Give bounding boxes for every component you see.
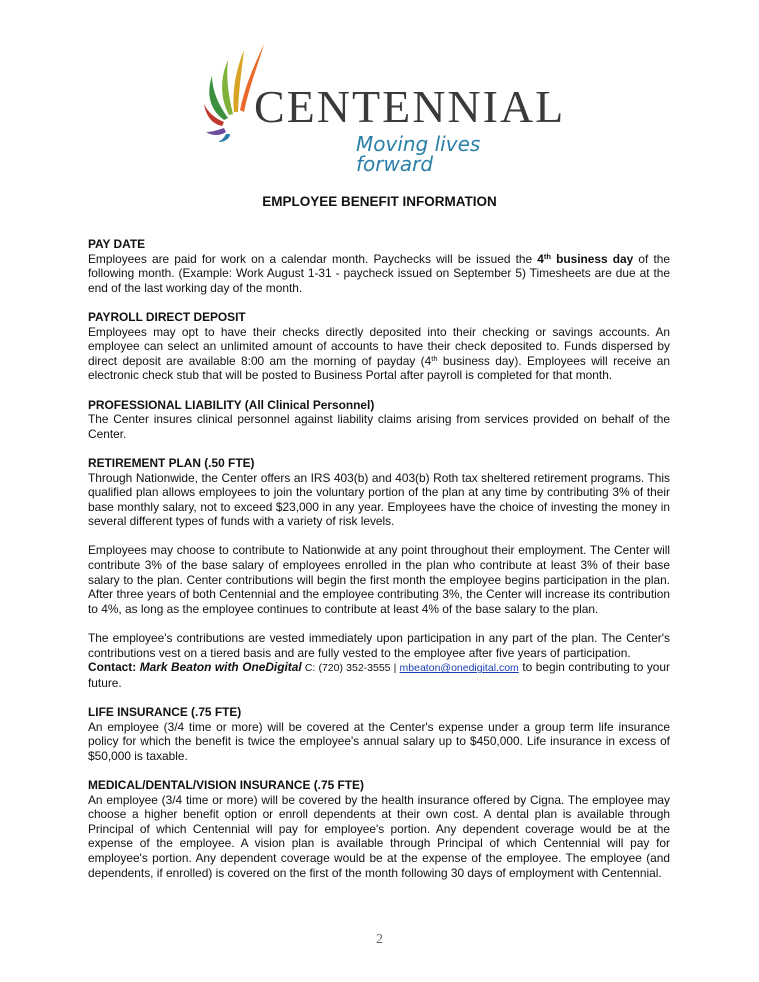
section-life-insurance bbox=[88, 705, 670, 763]
page-number: 2 bbox=[376, 932, 383, 947]
section-heading: PAYROLL DIRECT DEPOSIT bbox=[88, 309, 246, 324]
section-text: The Center insures clinical personnel against liability claims arising from services provided on behalf of the Center. bbox=[88, 412, 670, 441]
section-retirement-plan bbox=[88, 456, 670, 691]
section-heading: RETIREMENT PLAN (.50 FTE) bbox=[88, 455, 255, 470]
section-heading: PROFESSIONAL LIABILITY (All Clinical Personnel) bbox=[88, 397, 375, 412]
logo-tagline: Moving lives forward bbox=[356, 132, 481, 176]
section-pay-date bbox=[88, 237, 670, 295]
section-text: An employee (3/4 time or more) will be covered at the Center's expense under a group term life insurance policy for which the benefit is twice the employee's annual salary up to $450,000. Life insurance in excess of $50,000 is taxable. bbox=[88, 719, 670, 763]
section-text: Through Nationwide, the Center offers an IRS 403(b) and 403(b) Roth tax sheltered retirement programs. This qualified plan allows employees to join the voluntary portion of the plan at any time by contributing 3% of their base monthly salary, not to exceed $23,000 in any year. Employees have the choice of investing the money in several different types of funds with a variety of risk levels. bbox=[88, 470, 670, 529]
section-text: An employee (3/4 time or more) will be covered by the health insurance offered by Cigna. The employee may choose a higher benefit option or enroll dependents at their own cost. A dental plan is available through Principal of which Centennial will pay for employee's portion. Any dependent coverage would be at the expense of the employee. A vision plan is available through Principal of which Centennial will pay for employee's portion. Any dependent coverage would be at the expense of the employee. The employee (and dependents, if enrolled) is covered on the first of the month following 30 days of employment with Centennial. bbox=[88, 792, 670, 880]
section-text: Employees may opt to have their checks directly deposited into their checking or savings accounts. An employee can select an unlimited amount of accounts to have their check deposited to. Funds dispersed by direct deposit are available 8:00 am the morning of payday (4th business day). Employees will receive an electronic check stub that will be posted to Business Portal after payroll is completed for that month. bbox=[88, 324, 671, 383]
section-payroll-direct-deposit bbox=[88, 310, 670, 383]
section-heading: PAY DATE bbox=[88, 237, 146, 251]
logo-wordmark: CENTENNIAL bbox=[254, 81, 566, 132]
section-text: Employees are paid for work on a calendar month. Paychecks will be issued the 4th business day of the following month. (Example: Work August 1-31 - paycheck issued on September 5) Timesheets are due at the end of the last working day of the month. bbox=[88, 251, 670, 295]
document-title: EMPLOYEE BENEFIT INFORMATION bbox=[262, 194, 497, 209]
section-heading: LIFE INSURANCE (.75 FTE) bbox=[88, 705, 242, 719]
contact-email-link[interactable]: mbeaton@onedigital.com bbox=[399, 662, 519, 675]
section-professional-liability bbox=[88, 398, 670, 442]
section-text: The employee's contributions are vested immediately upon participation in any part of the plan. The Center's contributions vest on a tiered basis and are fully vested to the employee after five years of participation. bbox=[88, 631, 670, 660]
section-heading: MEDICAL/DENTAL/VISION INSURANCE (.75 FTE) bbox=[88, 777, 364, 792]
section-text: Employees may choose to contribute to Nationwide at any point throughout their employment. The Center will contribute 3% of the base salary of employees enrolled in the plan who contribute at least 3% of their base salary to the plan. Center contributions will begin the first month the employee begins participation in the plan. After three years of both Centennial and the employee contributing 3%, the Center will increase its contribution to 4%, as long as the employee continues to contribute at least 4% of the base salary to the plan. bbox=[88, 543, 670, 616]
centennial-logo bbox=[204, 42, 566, 176]
contact-line: Contact: Mark Beaton with OneDigital C: (720) 352-3555 | mbeaton@onedigital.com to begin contributing to your future. bbox=[88, 660, 670, 690]
section-medical-insurance bbox=[88, 778, 670, 880]
document-body bbox=[88, 237, 670, 895]
